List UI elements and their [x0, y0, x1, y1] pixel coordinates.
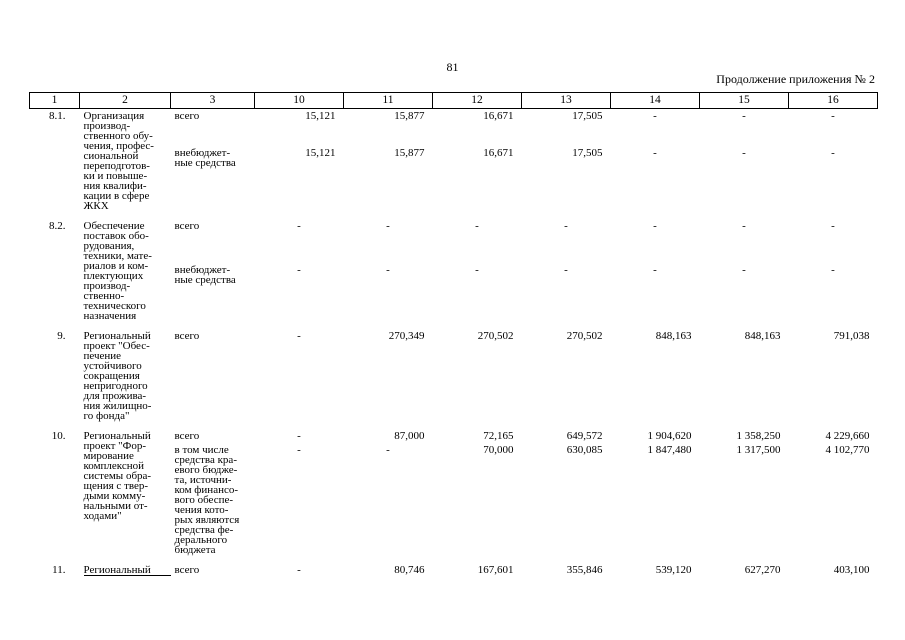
value-cell: - — [297, 564, 301, 576]
funding-type-text: внебюджет- ные средства — [174, 146, 236, 169]
funding-type-text: всего — [174, 430, 200, 442]
column-header: 13 — [522, 93, 611, 109]
column-header: 16 — [789, 93, 878, 109]
value-cell: 403,100 — [833, 564, 870, 576]
appendix-table — [29, 92, 878, 576]
column-header: 3 — [171, 93, 255, 109]
value-cell: - — [653, 110, 657, 122]
value-cell: - — [297, 330, 301, 342]
value-cell: - — [564, 264, 568, 276]
funding-type — [171, 261, 255, 321]
value-cell: 270,349 — [388, 330, 425, 342]
value-cell: - — [742, 220, 746, 232]
value-cell: - — [386, 220, 390, 232]
funding-type — [171, 421, 255, 441]
value-cell: 15,121 — [305, 110, 336, 122]
value-cell: 16,671 — [483, 146, 514, 159]
column-header: 11 — [344, 93, 433, 109]
value-cell: 539,120 — [655, 564, 692, 576]
funding-type-text: в том числе средства кра- евого бюдже- та, источни- ком финансо- вого обеспе- чения кото- рых являются средства фе- дерального бюджета — [174, 444, 240, 556]
funding-type — [171, 211, 255, 261]
value-cell: - — [653, 264, 657, 276]
row-name-text: Региональный проект "Обес- печение устойчивого сокращения непригодного для прожива- ния жилищно- го фонда" — [83, 330, 152, 422]
page-number: 81 — [446, 60, 459, 74]
value-cell: 15,877 — [394, 146, 425, 159]
table-row — [30, 555, 878, 576]
value-cell: 355,846 — [566, 564, 603, 576]
row-name-text: Региональный — [84, 565, 171, 576]
row-name — [80, 555, 171, 576]
column-header: 10 — [255, 93, 344, 109]
row-name-text: Обеспечение поставок обо- рудования, техники, мате- риалов и ком- плектующих производ- ственно- технического назначения — [83, 220, 152, 322]
funding-type-text: всего — [174, 564, 200, 576]
value-cell: 1 847,480 — [647, 444, 692, 456]
value-cell: 80,746 — [394, 564, 425, 576]
value-cell: 270,502 — [477, 330, 514, 342]
row-index: 8.1. — [49, 110, 66, 122]
value-cell: - — [831, 220, 835, 232]
value-cell: 16,671 — [483, 110, 514, 122]
value-cell: 1 904,620 — [647, 430, 692, 442]
value-cell: - — [653, 220, 657, 232]
row-index: 8.2. — [49, 220, 66, 232]
value-cell: - — [564, 220, 568, 232]
row-index: 11. — [52, 564, 66, 576]
value-cell: - — [386, 264, 390, 276]
column-header: 14 — [611, 93, 700, 109]
value-cell: 270,502 — [566, 330, 603, 342]
value-cell: - — [475, 220, 479, 232]
row-name-text: Региональный проект "Фор- мирование комплексной системы обра- щения с твер- дыми комму- нальными от- ходами" — [83, 430, 152, 522]
value-cell: 72,165 — [483, 430, 514, 442]
funding-type — [171, 144, 255, 211]
value-cell: 848,163 — [655, 330, 692, 342]
funding-type-text: всего — [174, 330, 200, 342]
value-cell: 15,121 — [305, 146, 336, 159]
funding-type — [171, 555, 255, 576]
row-name — [80, 321, 171, 421]
column-header: 1 — [30, 93, 80, 109]
value-cell: - — [742, 146, 746, 159]
header-row — [30, 93, 878, 109]
value-cell: - — [297, 430, 301, 442]
value-cell: - — [386, 444, 390, 456]
funding-type — [171, 109, 255, 144]
value-cell: 1 317,500 — [736, 444, 781, 456]
value-cell: - — [831, 146, 835, 159]
value-cell: - — [831, 110, 835, 122]
row-index: 9. — [57, 330, 66, 342]
value-cell: 630,085 — [566, 444, 603, 456]
value-cell: 17,505 — [572, 146, 603, 159]
funding-type — [171, 441, 255, 555]
value-cell: 1 358,250 — [736, 430, 781, 442]
value-cell: - — [653, 146, 657, 159]
continuation-note: Продолжение приложения № 2 — [716, 72, 875, 86]
funding-type-text: всего — [174, 110, 200, 122]
value-cell: - — [475, 264, 479, 276]
column-header: 15 — [700, 93, 789, 109]
table-row — [30, 321, 878, 421]
value-cell: - — [742, 110, 746, 122]
value-cell: - — [297, 444, 301, 456]
value-cell: - — [742, 264, 746, 276]
table-row — [30, 421, 878, 441]
table-row — [30, 211, 878, 261]
value-cell: - — [831, 264, 835, 276]
row-name — [80, 421, 171, 555]
funding-type-text: всего — [174, 220, 200, 232]
value-cell: 70,000 — [483, 444, 514, 456]
row-index: 10. — [51, 430, 66, 442]
value-cell: 17,505 — [572, 110, 603, 122]
value-cell: 4 229,660 — [825, 430, 870, 442]
value-cell: 627,270 — [744, 564, 781, 576]
funding-type — [171, 321, 255, 421]
value-cell: - — [297, 220, 301, 232]
table-row — [30, 109, 878, 144]
value-cell: 87,000 — [394, 430, 425, 442]
value-cell: 167,601 — [477, 564, 514, 576]
value-cell: 791,038 — [833, 330, 870, 342]
row-name — [80, 211, 171, 321]
row-name-text: Организация производ- ственного обу- чения, профес- сиональной переподготов- ки и повыше- ния квалифи- кации в сфере ЖКХ — [83, 110, 154, 212]
column-header: 12 — [433, 93, 522, 109]
value-cell: 649,572 — [566, 430, 603, 442]
funding-type-text: внебюджет- ные средства — [174, 264, 236, 286]
value-cell: 15,877 — [394, 110, 425, 122]
table-body — [30, 109, 878, 577]
row-name — [80, 109, 171, 212]
value-cell: - — [297, 264, 301, 276]
value-cell: 848,163 — [744, 330, 781, 342]
value-cell: 4 102,770 — [825, 444, 870, 456]
appendix-table-wrapper — [29, 92, 877, 576]
column-header: 2 — [80, 93, 171, 109]
